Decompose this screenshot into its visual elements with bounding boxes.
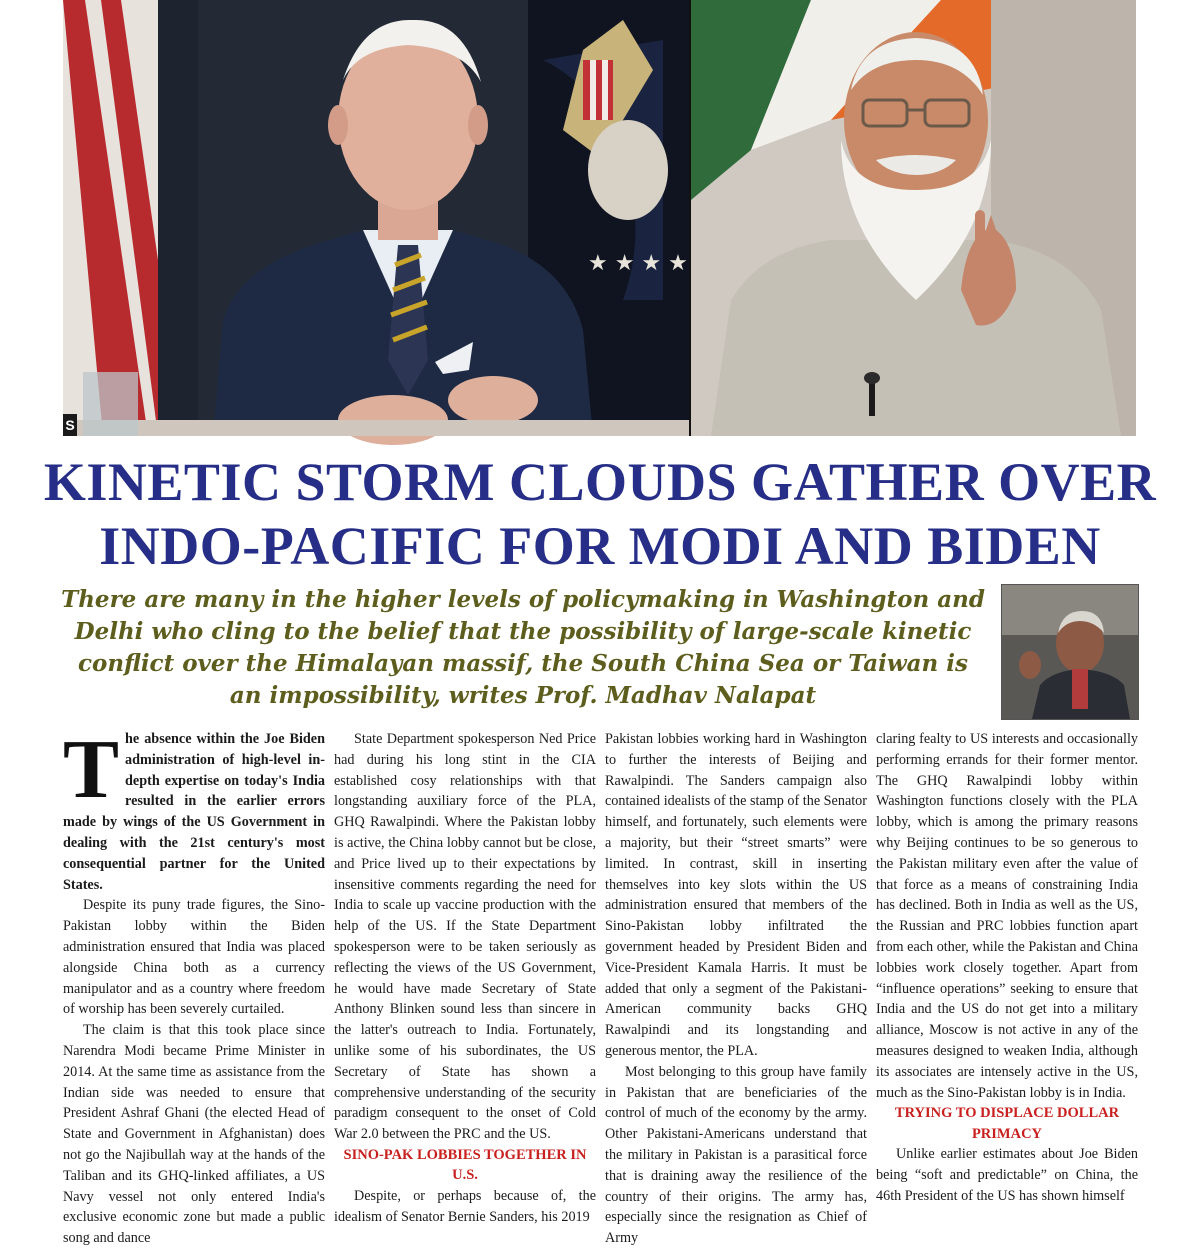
photo-credit: S	[63, 414, 77, 436]
author-photo	[1001, 584, 1139, 720]
svg-text:★ ★ ★ ★: ★ ★ ★ ★	[588, 251, 688, 276]
article-column-2	[334, 729, 596, 1225]
biden-photo-panel	[63, 0, 689, 436]
article-column-1	[63, 723, 325, 1247]
article-column-4	[876, 729, 1138, 1204]
dropcap: T	[63, 723, 120, 816]
author-portrait	[1002, 585, 1138, 719]
modi-photo-panel	[691, 0, 1136, 436]
lead-text: he absence within the Joe Biden administration of high-level in-depth expertise on today's India resulted in the earlier errors made by wings of the US Government in dealing with the 21st century's most consequential partner for the United States.	[63, 731, 325, 893]
paragraph: claring fealty to US interests and occasionally performing errands for their former mentor. The GHQ Rawalpindi lobby within Washington functions closely with the PLA lobby, which is among the primary reasons why Beijing continues to be so generous to the Pakistan military even after the value of that force as a means of constraining India has declined. Both in India as well as the US, the Russian and PRC lobbies function apart from each other, while the Pakistan and China lobbies work closely together. Apart from “influence operations” seeking to ensure that India and the US do not get into a military alliance, Moscow is not active in any of the measures designed to weaken India, although its associates are intensely active in the US, much as the Sino-Pakistan lobby is in India.	[876, 731, 1138, 1101]
us-flag-left	[63, 0, 198, 436]
headline: KINETIC STORM CLOUDS GATHER OVER INDO-PACIFIC FOR MODI AND BIDEN	[43, 452, 1157, 576]
modi-photo	[691, 0, 1136, 436]
subhead-sino-pak-lobbies: SINO-PAK LOBBIES TOGETHER IN U.S.	[343, 1146, 587, 1184]
article-column-3	[605, 729, 868, 1247]
lead-paragraph	[63, 723, 325, 895]
paragraph: State Department spokesperson Ned Price had during his long stint in the CIA established cosy relationships with that longstanding auxiliary force of the PLA, GHQ Rawalpindi. Where the Pakistan lobby is active, the China lobby cannot but be close, and Price lived up to their expectations by insensitive comments regarding the need for India to scale up vaccine production with the help of the US. If the State Department spokesperson were to be taken seriously as reflecting the views of the US Government, he would have made Secretary of State Anthony Blinken sound less than sincere in the latter's outreach to India. Fortunately, unlike some of his subordinates, the US Secretary of State has shown a comprehensive understanding of the security paradigm consequent to the onset of Cold War 2.0 between the PRC and the US.	[334, 731, 596, 1143]
paragraph: The claim is that this took place since Narendra Modi became Prime Minister in 2014. At the same time as assistance from the Indian side was needed to ensure that President Ashraf Ghani (the elected Head of State and Government in Afghanistan) does not go the Najibullah way at the hands of the Taliban and its GHQ-linked affiliates, a US Navy vessel not only entered India's exclusive economic zone but made a public song and dance	[63, 1022, 325, 1247]
biden-photo	[63, 0, 689, 436]
paragraph: Pakistan lobbies working hard in Washington to further the interests of Beijing and Rawalpindi. The Sanders campaign also contained idealists of the stamp of the Senator himself, and fortunately, such elements were a majority, but their “street smarts” were limited. In contrast, skill in inserting themselves into key slots within the US administration ensured that members of the Sino-Pakistan lobby infiltrated the government headed by President Biden and Vice-President Kamala Harris. It must be added that only a segment of the Pakistani-American community backs GHQ Rawalpindi and its longstanding and generous mentor, the PLA.	[605, 731, 868, 1059]
paragraph: Despite, or perhaps because of, the idealism of Senator Bernie Sanders, his 2019	[334, 1187, 596, 1225]
paragraph: Most belonging to this group have family in Pakistan that are beneficiaries of the control of much of the economy by the army. Other Pakistani-Americans understand that the military in Pakistan is a parasitical force that is draining away the resilience of the country of their origins. The army has, especially since the resignation as Chief of Army	[605, 1063, 867, 1247]
paragraph: Despite its puny trade figures, the Sino-Pakistan lobby within the Biden administration ensured that India was placed alongside China both as a currency manipulator and as a country where freedom of worship has been severely curtailed.	[63, 897, 325, 1018]
standfirst: There are many in the higher levels of policymaking in Washington and Delhi who cling to the belief that the possibility of large-scale kinetic conflict over the Himalayan massif, the South China Sea or Taiwan is an impossibility, writes Prof. Madhav Nalapat	[61, 586, 985, 709]
paragraph: Unlike earlier estimates about Joe Biden being “soft and predictable” on China, the 46th President of the US has shown himself	[876, 1146, 1138, 1204]
hero-photo	[63, 0, 1136, 436]
subhead-displace-dollar: TRYING TO DISPLACE DOLLAR PRIMACY	[894, 1105, 1120, 1142]
